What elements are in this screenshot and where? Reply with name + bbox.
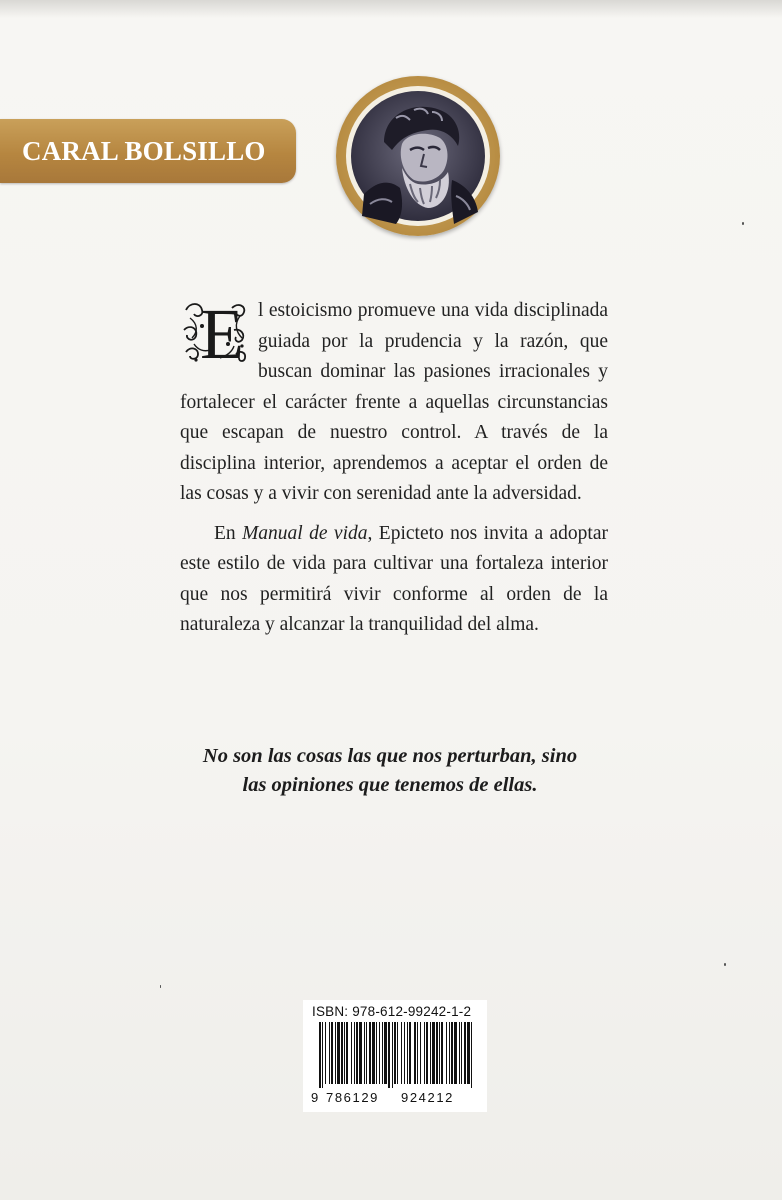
barcode-bar [424,1022,425,1084]
barcode-bar [331,1022,333,1084]
barcode-bar [401,1022,402,1084]
barcode-bar [344,1022,345,1084]
quote-line-1: No son las cosas las que nos perturban, sino [202,745,578,767]
barcode-digits-right: 924212 [401,1090,454,1105]
ornamental-initial-icon [180,294,250,374]
barcode-bar [369,1022,371,1084]
portrait-medallion [336,76,500,236]
barcode-bar [392,1022,393,1088]
dropcap-letter: E [200,294,244,374]
barcode-bar [384,1022,387,1084]
barcode-bar [441,1022,443,1084]
barcode-bar [439,1022,440,1084]
synopsis-paragraph-2 [180,519,608,641]
barcode-bar [420,1022,421,1084]
barcode-bar [366,1022,367,1084]
synopsis-paragraph-1 [180,296,608,510]
barcode-bar [364,1022,365,1084]
series-label: CARAL BOLSILLO [22,136,266,166]
barcode-digit-first: 9 [311,1090,319,1105]
barcode-bar [409,1022,411,1084]
paper-speck [742,222,744,225]
barcode-bar [449,1022,450,1084]
barcode-bar [404,1022,405,1084]
barcode-bar [414,1022,416,1084]
barcode-bar [426,1022,428,1084]
paragraph-2-rest: , Epicteto nos invita a adoptar este estilo de vida para cultivar una fortaleza interior que nos permitirá vivir conforme al orden de la naturaleza y alcanzar la tranquilidad del alma. [180,522,608,635]
barcode-bar [337,1022,340,1084]
barcode-bar [322,1022,323,1088]
barcode-bar [417,1022,418,1084]
barcode-digits-left: 786129 [326,1090,379,1105]
barcode-bar [359,1022,362,1084]
barcode-bar [379,1022,380,1084]
barcode-bar [354,1022,355,1084]
barcode-bar [397,1022,398,1084]
series-band [0,119,296,183]
barcode-bar [372,1022,375,1084]
barcode-bar [446,1022,447,1084]
barcode-bar [407,1022,408,1084]
barcode-bar [341,1022,343,1084]
paper-speck [724,963,726,966]
barcode-bar [382,1022,383,1084]
barcode-bar [454,1022,457,1084]
isbn-barcode-box [303,1000,487,1112]
book-title: Manual de vida [242,522,368,544]
barcode-bar [464,1022,466,1084]
synopsis [180,296,608,641]
paragraph-1-text: l estoicismo promueve una vida disciplinada guiada por la prudencia y la razón, que buscan dominar las pasiones irracionales y fortalecer el carácter frente a aquellas circunstancias que escapan de nuestro control. A través de la disciplina interior, aprendemos a aceptar el orden de las cosas y a vivir con serenidad ante la adversidad. [180,300,608,504]
barcode-bar [432,1022,435,1084]
barcode-bar [325,1022,326,1084]
paragraph-2-lead: En [214,522,243,544]
barcode-bar [329,1022,330,1084]
barcode-bar [436,1022,438,1084]
barcode-bar [461,1022,462,1084]
barcode-bar [451,1022,453,1084]
barcode-bar [351,1022,352,1084]
barcode-bar [376,1022,377,1084]
quote-line-2: las opiniones que tenemos de ellas. [242,774,538,796]
barcode-digits [311,1090,485,1106]
barcode-bar [471,1022,472,1088]
barcode-bar [394,1022,396,1084]
barcode-bar [346,1022,348,1084]
epigraph-quote [150,742,630,800]
isbn-label: ISBN: 978-612-99242-1-2 [312,1004,472,1019]
barcode-bar [459,1022,460,1084]
barcode-bar [467,1022,470,1084]
barcode-bar [430,1022,431,1084]
barcode-bar [388,1022,390,1088]
barcode-icon [309,1022,481,1088]
paper-speck [160,985,161,988]
barcode-bar [356,1022,358,1084]
barcode-bar [335,1022,336,1084]
philosopher-portrait-icon [344,84,492,228]
barcode-bar [319,1022,321,1088]
top-edge-shadow [0,0,782,18]
